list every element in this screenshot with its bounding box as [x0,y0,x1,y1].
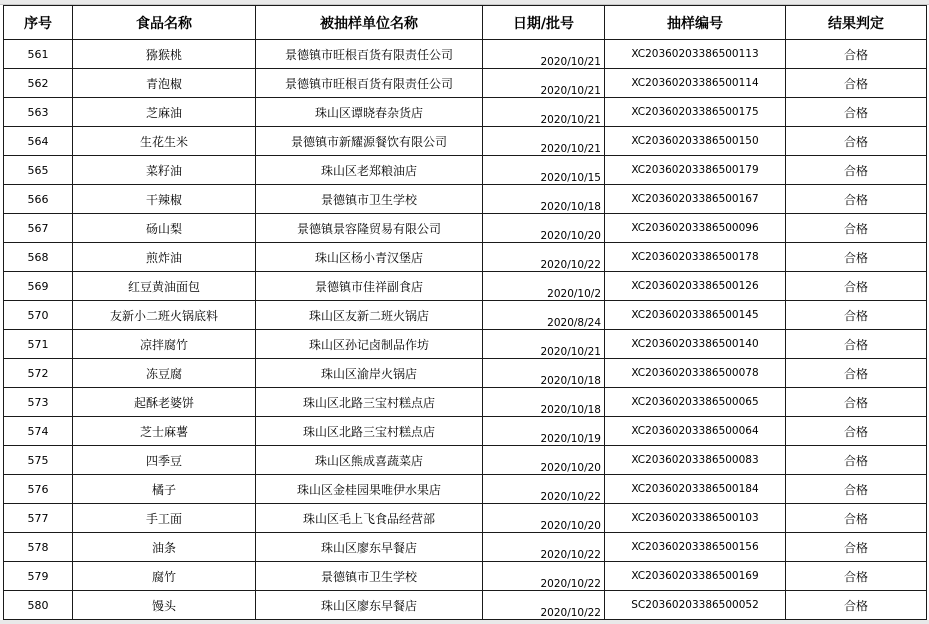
seq-cell[interactable]: 562 [4,69,73,98]
seq-cell[interactable]: 574 [4,417,73,446]
sampled-unit-cell[interactable]: 景德镇市旺根百货有限责任公司 [256,69,483,98]
header-row [4,6,927,40]
header-result[interactable]: 结果判定 [786,6,927,40]
result-cell[interactable]: 合格 [786,359,927,388]
sample-code-cell[interactable]: XC20360203386500179 [605,156,786,185]
date-cell[interactable]: 2020/10/15 [483,156,605,185]
date-cell[interactable]: 2020/10/22 [483,243,605,272]
seq-cell[interactable]: 561 [4,40,73,69]
seq-cell[interactable]: 563 [4,98,73,127]
result-cell[interactable]: 合格 [786,214,927,243]
date-cell[interactable]: 2020/8/24 [483,301,605,330]
table-row [4,156,927,185]
date-cell[interactable]: 2020/10/21 [483,40,605,69]
sampled-unit-cell[interactable]: 景德镇市新耀源餐饮有限公司 [256,127,483,156]
sampled-unit-cell[interactable]: 珠山区渝岸火锅店 [256,359,483,388]
table-row [4,330,927,359]
sample-code-cell[interactable]: XC20360203386500078 [605,359,786,388]
seq-cell[interactable]: 577 [4,504,73,533]
sampled-unit-cell[interactable]: 珠山区孙记卤制品作坊 [256,330,483,359]
table-row [4,40,927,69]
date-cell[interactable]: 2020/10/19 [483,417,605,446]
sample-code-cell[interactable]: XC20360203386500083 [605,446,786,475]
sample-code-cell[interactable]: XC20360203386500114 [605,69,786,98]
date-cell[interactable]: 2020/10/18 [483,388,605,417]
seq-cell[interactable]: 573 [4,388,73,417]
date-cell[interactable]: 2020/10/21 [483,127,605,156]
result-cell[interactable]: 合格 [786,243,927,272]
result-cell[interactable]: 合格 [786,533,927,562]
table-row [4,69,927,98]
sampled-unit-cell[interactable]: 珠山区北路三宝村糕点店 [256,388,483,417]
food-name-cell[interactable]: 友新小二班火锅底料 [73,301,256,330]
header-date-batch[interactable]: 日期/批号 [483,6,605,40]
sample-code-cell[interactable]: SC20360203386500052 [605,591,786,620]
date-cell[interactable]: 2020/10/20 [483,446,605,475]
date-cell[interactable]: 2020/10/20 [483,214,605,243]
sampled-unit-cell[interactable]: 景德镇市卫生学校 [256,562,483,591]
sample-code-cell[interactable]: XC20360203386500150 [605,127,786,156]
result-cell[interactable]: 合格 [786,417,927,446]
table-row [4,127,927,156]
header-sample-code[interactable]: 抽样编号 [605,6,786,40]
date-cell[interactable]: 2020/10/2 [483,272,605,301]
table-row [4,359,927,388]
food-name-cell[interactable]: 芝麻油 [73,98,256,127]
food-name-cell[interactable]: 红豆黄油面包 [73,272,256,301]
seq-cell[interactable]: 569 [4,272,73,301]
food-name-cell[interactable]: 干辣椒 [73,185,256,214]
sample-code-cell[interactable]: XC20360203386500096 [605,214,786,243]
food-name-cell[interactable]: 油条 [73,533,256,562]
header-sampled-unit[interactable]: 被抽样单位名称 [256,6,483,40]
table-row [4,243,927,272]
date-cell[interactable]: 2020/10/22 [483,475,605,504]
sample-code-cell[interactable]: XC20360203386500113 [605,40,786,69]
sampled-unit-cell[interactable]: 珠山区老郑粮油店 [256,156,483,185]
table-row [4,417,927,446]
food-name-cell[interactable]: 青泡椒 [73,69,256,98]
seq-cell[interactable]: 565 [4,156,73,185]
header-seq[interactable]: 序号 [4,6,73,40]
table-row [4,475,927,504]
sample-code-cell[interactable]: XC20360203386500065 [605,388,786,417]
sample-code-cell[interactable]: XC20360203386500184 [605,475,786,504]
sampled-unit-cell[interactable]: 珠山区谭晓春杂货店 [256,98,483,127]
sample-code-cell[interactable]: XC20360203386500178 [605,243,786,272]
table-row [4,214,927,243]
result-cell[interactable]: 合格 [786,475,927,504]
date-cell[interactable]: 2020/10/21 [483,98,605,127]
food-name-cell[interactable]: 冻豆腐 [73,359,256,388]
seq-cell[interactable]: 564 [4,127,73,156]
food-name-cell[interactable]: 四季豆 [73,446,256,475]
sampled-unit-cell[interactable]: 景德镇市佳祥副食店 [256,272,483,301]
table-row [4,591,927,620]
sampled-unit-cell[interactable]: 珠山区友新二班火锅店 [256,301,483,330]
table-row [4,98,927,127]
seq-cell[interactable]: 576 [4,475,73,504]
result-cell[interactable]: 合格 [786,272,927,301]
sampled-unit-cell[interactable]: 景德镇市旺根百货有限责任公司 [256,40,483,69]
result-cell[interactable]: 合格 [786,388,927,417]
sample-code-cell[interactable]: XC20360203386500175 [605,98,786,127]
date-cell[interactable]: 2020/10/18 [483,185,605,214]
sample-code-cell[interactable]: XC20360203386500167 [605,185,786,214]
table-row [4,301,927,330]
food-name-cell[interactable]: 生花生米 [73,127,256,156]
table-row [4,185,927,214]
seq-cell[interactable]: 571 [4,330,73,359]
table-row [4,533,927,562]
sampled-unit-cell[interactable]: 珠山区北路三宝村糕点店 [256,417,483,446]
table-row [4,504,927,533]
food-name-cell[interactable]: 手工面 [73,504,256,533]
food-name-cell[interactable]: 砀山梨 [73,214,256,243]
sampled-unit-cell[interactable]: 珠山区杨小青汉堡店 [256,243,483,272]
sample-code-cell[interactable]: XC20360203386500103 [605,504,786,533]
sample-code-cell[interactable]: XC20360203386500169 [605,562,786,591]
result-cell[interactable]: 合格 [786,330,927,359]
sampled-unit-cell[interactable]: 珠山区毛上飞食品经营部 [256,504,483,533]
sample-code-cell[interactable]: XC20360203386500145 [605,301,786,330]
food-name-cell[interactable]: 凉拌腐竹 [73,330,256,359]
seq-cell[interactable]: 579 [4,562,73,591]
table-row [4,388,927,417]
header-food-name[interactable]: 食品名称 [73,6,256,40]
result-cell[interactable]: 合格 [786,69,927,98]
sample-code-cell[interactable]: XC20360203386500156 [605,533,786,562]
result-cell[interactable]: 合格 [786,185,927,214]
sample-code-cell[interactable]: XC20360203386500126 [605,272,786,301]
food-name-cell[interactable]: 腐竹 [73,562,256,591]
seq-cell[interactable]: 568 [4,243,73,272]
result-cell[interactable]: 合格 [786,446,927,475]
seq-cell[interactable]: 578 [4,533,73,562]
table-row [4,446,927,475]
result-cell[interactable]: 合格 [786,591,927,620]
table-row [4,562,927,591]
seq-cell[interactable]: 572 [4,359,73,388]
sampled-unit-cell[interactable]: 珠山区廖东早餐店 [256,533,483,562]
date-cell[interactable]: 2020/10/22 [483,533,605,562]
result-cell[interactable]: 合格 [786,40,927,69]
table-row [4,272,927,301]
date-cell[interactable]: 2020/10/20 [483,504,605,533]
sampled-unit-cell[interactable]: 景德镇景容隆贸易有限公司 [256,214,483,243]
result-cell[interactable]: 合格 [786,156,927,185]
date-cell[interactable]: 2020/10/22 [483,562,605,591]
sampled-unit-cell[interactable]: 珠山区金桂园果唯伊水果店 [256,475,483,504]
sampled-unit-cell[interactable]: 珠山区廖东早餐店 [256,591,483,620]
sample-code-cell[interactable]: XC20360203386500064 [605,417,786,446]
seq-cell[interactable]: 575 [4,446,73,475]
sampled-unit-cell[interactable]: 珠山区熊成喜蔬菜店 [256,446,483,475]
result-cell[interactable]: 合格 [786,301,927,330]
result-cell[interactable]: 合格 [786,127,927,156]
sheet-bottom-edge [0,620,929,624]
food-name-cell[interactable]: 橘子 [73,475,256,504]
date-cell[interactable]: 2020/10/18 [483,359,605,388]
inspection-results-table [3,5,927,620]
food-name-cell[interactable]: 煎炸油 [73,243,256,272]
date-cell[interactable]: 2020/10/21 [483,330,605,359]
food-name-cell[interactable]: 芝士麻薯 [73,417,256,446]
food-name-cell[interactable]: 起酥老婆饼 [73,388,256,417]
sampled-unit-cell[interactable]: 景德镇市卫生学校 [256,185,483,214]
seq-cell[interactable]: 570 [4,301,73,330]
result-cell[interactable]: 合格 [786,562,927,591]
sample-code-cell[interactable]: XC20360203386500140 [605,330,786,359]
seq-cell[interactable]: 580 [4,591,73,620]
food-name-cell[interactable]: 菜籽油 [73,156,256,185]
food-name-cell[interactable]: 馒头 [73,591,256,620]
result-cell[interactable]: 合格 [786,98,927,127]
date-cell[interactable]: 2020/10/21 [483,69,605,98]
seq-cell[interactable]: 567 [4,214,73,243]
seq-cell[interactable]: 566 [4,185,73,214]
food-name-cell[interactable]: 猕猴桃 [73,40,256,69]
result-cell[interactable]: 合格 [786,504,927,533]
date-cell[interactable]: 2020/10/22 [483,591,605,620]
